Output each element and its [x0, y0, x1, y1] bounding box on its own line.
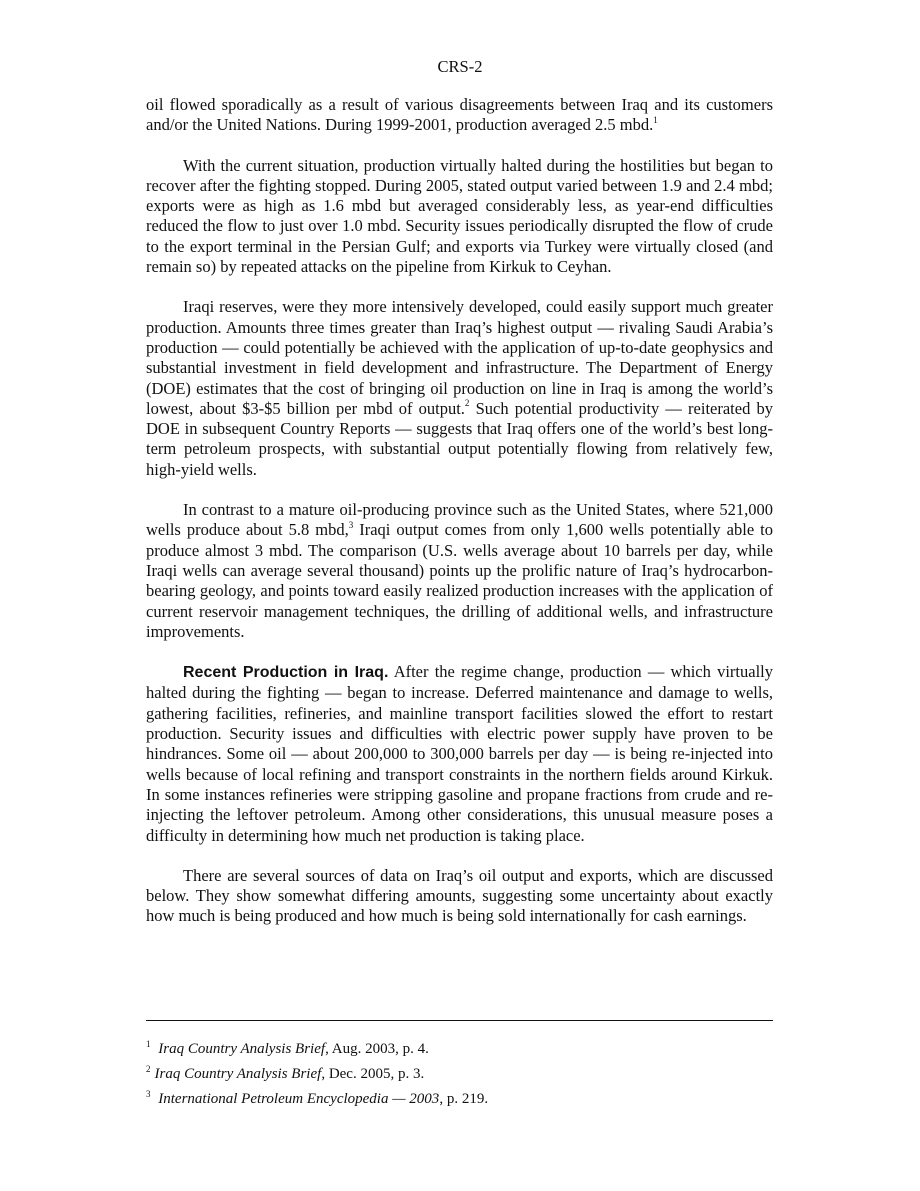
paragraph-1 — [146, 95, 773, 136]
paragraph-5-text: After the regime change, production — which virtually halted during the fighting — began to increase. Deferred maintenance and damage to wells, gathering facilities, refineries, and mainline transport facilities slowed the effort to restart production. Security issues and difficulties with electric power supply have proven to be hindrances. Some oil — about 200,000 to 300,000 barrels per day — is being re-injected into wells because of local refining and transport constraints in the northern fields around Kirkuk. In some instances refineries were stripping gasoline and propane fractions from crude and re-injecting the leftover petroleum. Among other considerations, this unusual measure poses a difficulty in determining how much net production is taking place. — [146, 662, 773, 845]
footnote-1 — [146, 1040, 773, 1058]
paragraph-3-text-b: Such potential productivity — reiterated by DOE in subsequent Country Reports — suggests that Iraq offers one of the world’s best long-term petroleum prospects, with substantial output potentially flowing from relatively few, high-yield wells. — [146, 398, 773, 479]
footnote-2 — [146, 1065, 773, 1083]
footnote-title: Iraq Country Analysis Brief — [154, 1066, 322, 1082]
footnote-divider — [146, 1020, 773, 1021]
footnote-number: 3 — [146, 1089, 151, 1099]
footnotes — [146, 1040, 773, 1115]
footnote-number: 2 — [146, 1064, 151, 1074]
paragraph-4-text-a: In contrast to a mature oil-producing province such as the United States, where 521,000 wells produce about 5.8 mbd, — [146, 500, 773, 540]
paragraph-6: There are several sources of data on Iraq’s oil output and exports, which are discussed below. They show somewhat differing amounts, suggesting some uncertainty about exactly how much is being produced and how much is being sold internationally for cash earnings. — [146, 865, 773, 926]
paragraph-2: With the current situation, production virtually halted during the hostilities but began to recover after the fighting stopped. During 2005, stated output varied between 1.9 and 2.4 mbd; exports were as high as 1.6 mbd but averaged considerably less, as year-end difficulties reduced the flow to just over 1.0 mbd. Security issues periodically disrupted the flow of crude to the export terminal in the Persian Gulf; and exports via Turkey were virtually closed (and remain so) by repeated attacks on the pipeline from Kirkuk to Ceyhan. — [146, 155, 773, 277]
footnote-citation: , p. 219. — [439, 1091, 489, 1107]
footnote-ref-1: 1 — [653, 114, 658, 125]
footnote-ref-3: 3 — [348, 519, 354, 530]
paragraph-4-text-b: Iraqi output comes from only 1,600 wells potentially able to produce almost 3 mbd. The comparison (U.S. wells average about 10 barrels per day, while Iraqi wells can average several thousand) points up the prolific nature of Iraq’s hydrocarbon-bearing geology, and points toward easily realized production increases with the application of current reservoir management techniques, the drilling of additional wells, and infrastructure improvements. — [146, 520, 773, 641]
page-number: CRS-2 — [437, 57, 483, 76]
paragraph-5 — [146, 662, 773, 846]
section-heading: Recent Production in Iraq. — [183, 664, 389, 682]
footnote-3 — [146, 1090, 773, 1108]
paragraph-3 — [146, 297, 773, 480]
footnote-citation: , Dec. 2005, p. 3. — [321, 1066, 425, 1082]
footnote-ref-2: 2 — [464, 398, 470, 409]
paragraph-1-text: oil flowed sporadically as a result of various disagreements between Iraq and its customers and/or the United Nations. During 1999-2001, production averaged 2.5 mbd. — [146, 95, 773, 135]
paragraph-4 — [146, 500, 773, 642]
footnote-title: Iraq Country Analysis Brief — [158, 1041, 326, 1057]
footnote-title: International Petroleum Encyclopedia — 2003 — [158, 1091, 440, 1107]
footnote-citation: , Aug. 2003, p. 4. — [325, 1041, 429, 1057]
body-text — [146, 95, 773, 947]
paragraph-3-text-a: Iraqi reserves, were they more intensively developed, could easily support much greater production. Amounts three times greater than Iraq’s highest output — rivaling Saudi Arabia’s production — could potentially be achieved with the application of up-to-date geophysics and substantial investment in field development and infrastructure. The Department of Energy (DOE) estimates that the cost of bringing oil production on line in Iraq is among the world’s lowest, about $3-$5 billion per mbd of output. — [146, 297, 773, 418]
footnote-number: 1 — [146, 1039, 151, 1049]
